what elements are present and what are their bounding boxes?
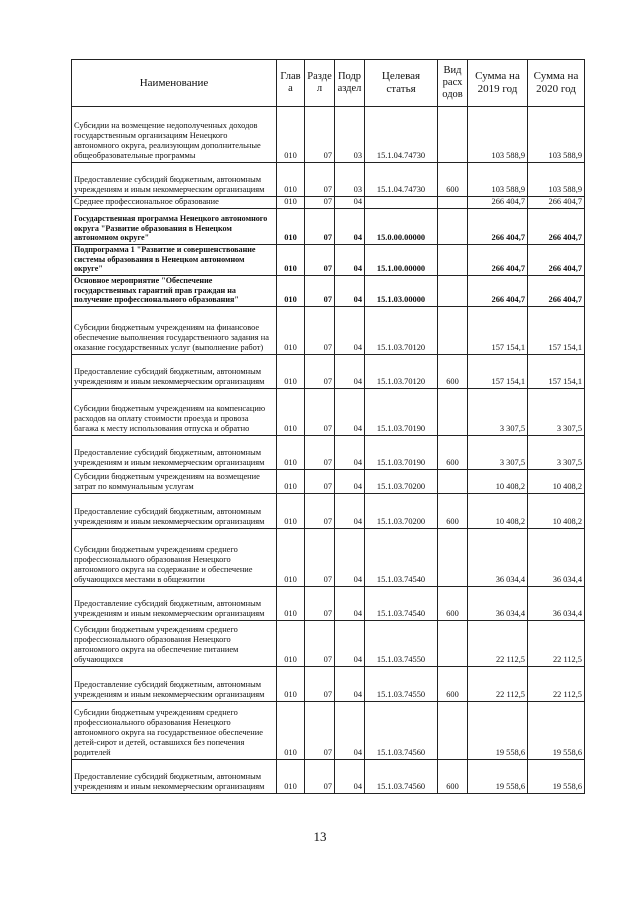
cell-razdel: 07 (305, 307, 335, 355)
cell-name: Предоставление субсидий бюджетным, автономным учреждениям и иным некоммерческим организациям (72, 760, 277, 794)
table-row (72, 470, 585, 494)
cell-sum-2019: 3 307,5 (468, 436, 528, 470)
cell-glava: 010 (277, 163, 305, 197)
cell-name: Субсидии на возмещение недополученных доходов государственным организациям Ненецкого автономного округа, реализующим дополнительные общеобразовательные программы (72, 107, 277, 163)
cell-podrazdel: 04 (335, 389, 365, 436)
cell-target: 15.1.04.74730 (365, 107, 438, 163)
cell-target: 15.1.03.74560 (365, 702, 438, 760)
cell-glava: 010 (277, 197, 305, 209)
cell-sum-2019: 19 558,6 (468, 760, 528, 794)
header-glava: Глав а (277, 60, 305, 107)
cell-sum-2020: 22 112,5 (528, 621, 585, 667)
cell-name: Субсидии бюджетным учреждениям среднего профессионального образования Ненецкого автономного округа на содержание и обеспечение обучающихся местами в общежитии (72, 529, 277, 587)
cell-target: 15.1.03.74550 (365, 621, 438, 667)
cell-razdel: 07 (305, 760, 335, 794)
cell-podrazdel: 04 (335, 494, 365, 529)
cell-vid (438, 389, 468, 436)
cell-sum-2020: 22 112,5 (528, 667, 585, 702)
cell-target: 15.1.03.74540 (365, 587, 438, 621)
cell-glava: 010 (277, 389, 305, 436)
cell-razdel: 07 (305, 389, 335, 436)
cell-sum-2019: 157 154,1 (468, 355, 528, 389)
cell-target: 15.1.03.74560 (365, 760, 438, 794)
cell-glava: 010 (277, 209, 305, 245)
cell-sum-2020: 36 034,4 (528, 529, 585, 587)
cell-target: 15.1.03.70200 (365, 470, 438, 494)
cell-target: 15.1.03.70190 (365, 436, 438, 470)
cell-razdel: 07 (305, 107, 335, 163)
cell-name: Предоставление субсидий бюджетным, автономным учреждениям и иным некоммерческим организациям (72, 587, 277, 621)
cell-glava: 010 (277, 245, 305, 276)
table-row (72, 494, 585, 529)
cell-podrazdel: 04 (335, 436, 365, 470)
table-row (72, 389, 585, 436)
cell-name: Субсидии бюджетным учреждениям на возмещение затрат по коммунальным услугам (72, 470, 277, 494)
cell-vid: 600 (438, 587, 468, 621)
cell-sum-2020: 157 154,1 (528, 355, 585, 389)
cell-name: Предоставление субсидий бюджетным, автономным учреждениям и иным некоммерческим организациям (72, 494, 277, 529)
table-row (72, 436, 585, 470)
cell-name: Субсидии бюджетным учреждениям на компенсацию расходов на оплату стоимости проезда и провоза багажа к месту использования отпуска и обратно (72, 389, 277, 436)
cell-vid (438, 209, 468, 245)
cell-podrazdel: 04 (335, 587, 365, 621)
cell-glava: 010 (277, 276, 305, 307)
cell-razdel: 07 (305, 621, 335, 667)
cell-razdel: 07 (305, 702, 335, 760)
header-sum-2020: Сумма на 2020 год (528, 60, 585, 107)
cell-glava: 010 (277, 107, 305, 163)
table-row (72, 355, 585, 389)
cell-vid (438, 245, 468, 276)
cell-sum-2020: 10 408,2 (528, 494, 585, 529)
header-razdel: Разде л (305, 60, 335, 107)
cell-sum-2020: 3 307,5 (528, 436, 585, 470)
cell-sum-2019: 22 112,5 (468, 621, 528, 667)
cell-razdel: 07 (305, 494, 335, 529)
cell-razdel: 07 (305, 163, 335, 197)
cell-name: Предоставление субсидий бюджетным, автономным учреждениям и иным некоммерческим организациям (72, 436, 277, 470)
cell-sum-2019: 22 112,5 (468, 667, 528, 702)
cell-name: Среднее профессиональное образование (72, 197, 277, 209)
table-row (72, 307, 585, 355)
cell-podrazdel: 03 (335, 163, 365, 197)
table-row (72, 760, 585, 794)
cell-razdel: 07 (305, 209, 335, 245)
cell-target: 15.1.03.70200 (365, 494, 438, 529)
cell-target: 15.1.04.74730 (365, 163, 438, 197)
cell-sum-2019: 36 034,4 (468, 529, 528, 587)
cell-sum-2019: 10 408,2 (468, 470, 528, 494)
cell-vid: 600 (438, 760, 468, 794)
table-row (72, 197, 585, 209)
cell-vid (438, 276, 468, 307)
cell-podrazdel: 03 (335, 107, 365, 163)
cell-razdel: 07 (305, 667, 335, 702)
cell-target: 15.0.00.00000 (365, 209, 438, 245)
cell-sum-2020: 266 404,7 (528, 197, 585, 209)
table-header-row (72, 60, 585, 107)
cell-podrazdel: 04 (335, 760, 365, 794)
header-vid: Вид расх одов (438, 60, 468, 107)
cell-glava: 010 (277, 667, 305, 702)
cell-glava: 010 (277, 529, 305, 587)
page-number: 13 (313, 829, 327, 844)
cell-podrazdel: 04 (335, 621, 365, 667)
table-row (72, 529, 585, 587)
header-sum-2019: Сумма на 2019 год (468, 60, 528, 107)
cell-vid (438, 107, 468, 163)
cell-sum-2020: 266 404,7 (528, 276, 585, 307)
cell-razdel: 07 (305, 470, 335, 494)
cell-sum-2020: 19 558,6 (528, 702, 585, 760)
cell-vid (438, 197, 468, 209)
cell-vid: 600 (438, 436, 468, 470)
cell-glava: 010 (277, 436, 305, 470)
header-target: Целевая статья (365, 60, 438, 107)
cell-vid: 600 (438, 163, 468, 197)
cell-target: 15.1.03.70120 (365, 355, 438, 389)
table-row (72, 209, 585, 245)
cell-vid (438, 702, 468, 760)
cell-glava: 010 (277, 587, 305, 621)
cell-sum-2019: 10 408,2 (468, 494, 528, 529)
cell-podrazdel: 04 (335, 197, 365, 209)
cell-glava: 010 (277, 760, 305, 794)
cell-glava: 010 (277, 702, 305, 760)
cell-glava: 010 (277, 470, 305, 494)
cell-target: 15.1.03.74540 (365, 529, 438, 587)
cell-podrazdel: 04 (335, 209, 365, 245)
cell-podrazdel: 04 (335, 276, 365, 307)
cell-razdel: 07 (305, 355, 335, 389)
table-row (72, 276, 585, 307)
cell-name: Субсидии бюджетным учреждениям среднего профессионального образования Ненецкого автономного округа на обеспечение питанием обучающихся (72, 621, 277, 667)
cell-sum-2020: 3 307,5 (528, 389, 585, 436)
cell-glava: 010 (277, 621, 305, 667)
cell-sum-2020: 103 588,9 (528, 107, 585, 163)
table-row (72, 621, 585, 667)
cell-podrazdel: 04 (335, 307, 365, 355)
cell-podrazdel: 04 (335, 245, 365, 276)
cell-razdel: 07 (305, 276, 335, 307)
cell-razdel: 07 (305, 197, 335, 209)
cell-vid (438, 621, 468, 667)
cell-glava: 010 (277, 307, 305, 355)
table-row (72, 163, 585, 197)
cell-glava: 010 (277, 494, 305, 529)
cell-vid (438, 529, 468, 587)
cell-podrazdel: 04 (335, 470, 365, 494)
cell-sum-2020: 157 154,1 (528, 307, 585, 355)
table-row (72, 245, 585, 276)
cell-sum-2019: 266 404,7 (468, 245, 528, 276)
cell-sum-2019: 157 154,1 (468, 307, 528, 355)
cell-target: 15.1.03.74550 (365, 667, 438, 702)
cell-sum-2020: 19 558,6 (528, 760, 585, 794)
cell-name: Субсидии бюджетным учреждениям среднего профессионального образования Ненецкого автономного округа на государственное обеспечение детей-сирот и детей, оставшихся без попечения родителей (72, 702, 277, 760)
cell-razdel: 07 (305, 587, 335, 621)
header-name: Наименование (72, 60, 277, 107)
table-row (72, 702, 585, 760)
cell-target: 15.1.03.70120 (365, 307, 438, 355)
cell-target: 15.1.03.00000 (365, 276, 438, 307)
cell-sum-2019: 103 588,9 (468, 163, 528, 197)
cell-podrazdel: 04 (335, 667, 365, 702)
cell-sum-2020: 103 588,9 (528, 163, 585, 197)
cell-sum-2019: 19 558,6 (468, 702, 528, 760)
cell-sum-2019: 266 404,7 (468, 276, 528, 307)
cell-sum-2020: 10 408,2 (528, 470, 585, 494)
cell-sum-2019: 266 404,7 (468, 209, 528, 245)
cell-vid: 600 (438, 355, 468, 389)
cell-name: Подпрограмма 1 "Развитие и совершенствование системы образования в Ненецком автономном округе" (72, 245, 277, 276)
cell-sum-2020: 266 404,7 (528, 209, 585, 245)
table-row (72, 587, 585, 621)
cell-target (365, 197, 438, 209)
cell-sum-2019: 36 034,4 (468, 587, 528, 621)
cell-sum-2019: 266 404,7 (468, 197, 528, 209)
cell-vid (438, 470, 468, 494)
cell-sum-2019: 103 588,9 (468, 107, 528, 163)
cell-name: Предоставление субсидий бюджетным, автономным учреждениям и иным некоммерческим организациям (72, 355, 277, 389)
table-row (72, 667, 585, 702)
cell-name: Предоставление субсидий бюджетным, автономным учреждениям и иным некоммерческим организациям (72, 163, 277, 197)
budget-table (71, 59, 585, 794)
cell-sum-2020: 266 404,7 (528, 245, 585, 276)
cell-razdel: 07 (305, 529, 335, 587)
cell-sum-2019: 3 307,5 (468, 389, 528, 436)
cell-vid: 600 (438, 667, 468, 702)
cell-vid (438, 307, 468, 355)
cell-podrazdel: 04 (335, 529, 365, 587)
cell-name: Государственная программа Ненецкого автономного округа "Развитие образования в Ненецком автономном округе" (72, 209, 277, 245)
cell-razdel: 07 (305, 436, 335, 470)
cell-sum-2020: 36 034,4 (528, 587, 585, 621)
cell-target: 15.1.03.70190 (365, 389, 438, 436)
table-row (72, 107, 585, 163)
header-podrazdel: Подр аздел (335, 60, 365, 107)
cell-name: Предоставление субсидий бюджетным, автономным учреждениям и иным некоммерческим организациям (72, 667, 277, 702)
cell-vid: 600 (438, 494, 468, 529)
cell-razdel: 07 (305, 245, 335, 276)
cell-name: Основное мероприятие "Обеспечение государственных гарантий прав граждан на получение профессионального образования" (72, 276, 277, 307)
cell-target: 15.1.00.00000 (365, 245, 438, 276)
cell-glava: 010 (277, 355, 305, 389)
cell-name: Субсидии бюджетным учреждениям на финансовое обеспечение выполнения государственного задания на оказание государственных услуг (выполнение работ) (72, 307, 277, 355)
cell-podrazdel: 04 (335, 702, 365, 760)
cell-podrazdel: 04 (335, 355, 365, 389)
